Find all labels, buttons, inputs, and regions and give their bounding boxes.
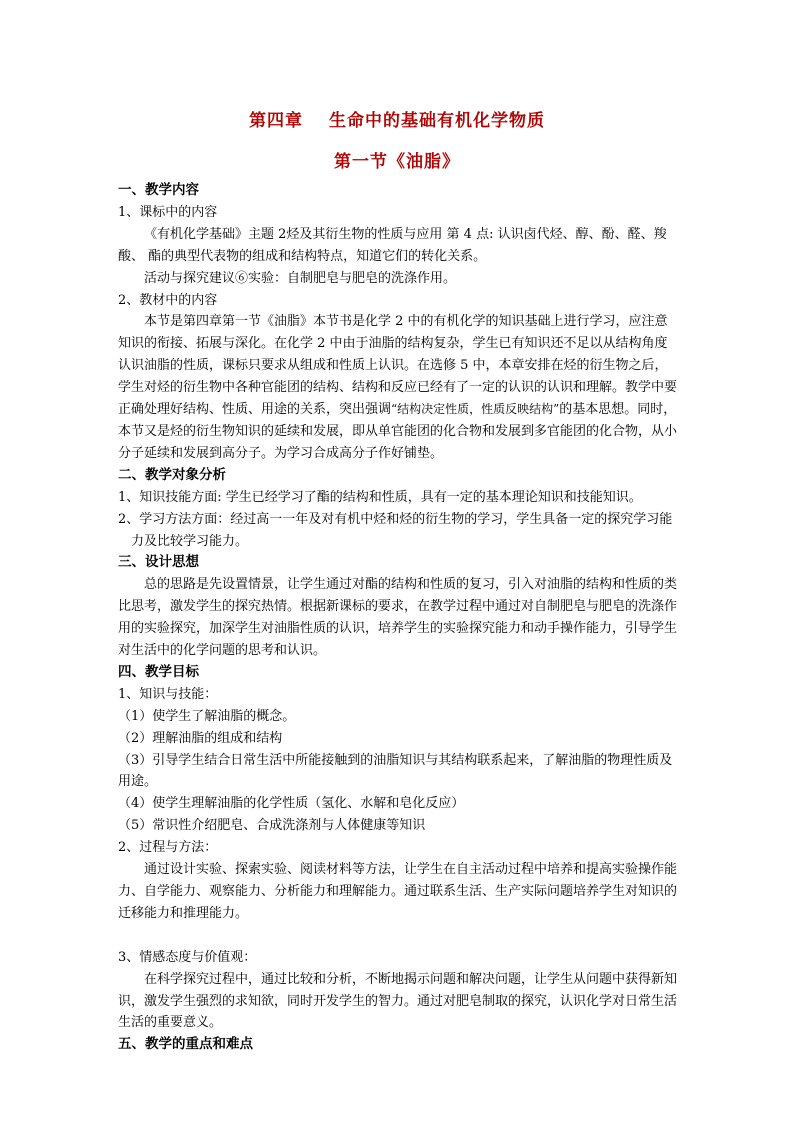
chapter-title	[0, 106, 794, 131]
paragraph-process-methods: 通过设计实验、探索实验、阅读材料等方法，让学生在自主活动过程中培养和提高实验操作能力、自学能力、观察能力、分析能力和理解能力。通过联系生活、生产实际问题培养学生对知识的迁移能力和推理能力。	[118, 862, 678, 921]
paragraph-learning-methods: 2、学习方法方面：经过高一一年及对有机中烃和烃的衍生物的学习，学生具备一定的探究学习能力及比较学习能力。	[118, 511, 673, 549]
goal-item-1: （1）使学生了解油脂的概念。	[118, 708, 296, 724]
subheading-curriculum: 1、课标中的内容	[118, 204, 218, 220]
heading-teaching-content: 一、教学内容	[118, 182, 199, 198]
subheading-attitudes-values: 3、情感态度与价值观：	[118, 949, 257, 965]
goal-item-2: （2）理解油脂的组成和结构	[118, 730, 283, 746]
goal-item-5: （5）常识性介绍肥皂、合成洗涤剂与人体健康等知识	[118, 818, 426, 834]
paragraph-knowledge-skills: 1、知识技能方面: 学生已经学习了酯的结构和性质，具有一定的基本理论知识和技能知识。	[118, 489, 642, 505]
section-title: 第一节《油脂》	[334, 152, 460, 172]
heading-design-idea: 三、设计思想	[118, 554, 199, 571]
paragraph-curriculum: 《有机化学基础》主题 2烃及其衍生物的性质与应用 第 4 点: 认识卤代烃、醇、酚、醛、羧酸、 酯的典型代表物的组成和结构特点，知道它们的转化关系。	[118, 226, 667, 264]
paragraph-design-idea: 总的思路是先设置情景，让学生通过对酯的结构和性质的复习，引入对油脂的结构和性质的类比思考，激发学生的探究热情。根据新课标的要求，在教学过程中通过对自制肥皂与肥皂的洗涤作用的实验探究，加深学生对油脂性质的认识，培养学生的实验探究能力和动手操作能力，引导学生对生活中的化学问题的思考和认识。	[118, 577, 678, 659]
subheading-knowledge-skills: 1、知识与技能：	[118, 686, 218, 702]
blank-line	[118, 925, 678, 947]
paragraph-attitudes-values: 在科学探究过程中，通过比较和分析，不断地揭示问题和解决问题，让学生从问题中获得新知识，激发学生强烈的求知欲，同时开发学生的智力。通过对肥皂制取的探究，认识化学对日常生活生活的重要意义。	[118, 971, 678, 1031]
textbook-text-b: 的基本思想。同时，本节又是烃的衍生物知识的延续和发展，即从单官能团的化合物和发展到多官能团的化合物，从小分子延续和发展到高分子。为学习合成高分子作好铺垫。	[118, 402, 678, 461]
goal-item-4: （4）使学生理解油脂的化学性质（氢化、水解和皂化反应）	[118, 796, 465, 812]
chapter-name: 生命中的基础有机化学物质	[329, 111, 545, 131]
subheading-process-methods: 2、过程与方法：	[118, 840, 218, 856]
subheading-textbook: 2、教材中的内容	[118, 292, 218, 308]
heading-student-analysis: 二、教学对象分析	[118, 466, 226, 483]
goal-item-3: （3）引导学生结合日常生活中所能接触到的油脂知识与其结构联系起来，了解油脂的物理性质及用途。	[118, 752, 673, 790]
paragraph-activity: 活动与探究建议⑥实验：自制肥皂与肥皂的洗涤作用。	[144, 270, 457, 286]
heading-teaching-goals: 四、教学目标	[118, 663, 199, 680]
chapter-number: 第四章	[249, 111, 303, 131]
textbook-text-a: 本节是第四章第一节《油脂》本节书是化学 2 中的有机化学的知识基础上进行学习，应注意知识的衔接、拓展与深化。在化学 2 中由于油脂的结构复杂，学生已有知识还不足以从结构角度认识油脂的性质，课标只要求从组成和性质上认识。在选修 5 中，本章安排在烃的衍生物之后，学生对烃的衍生物中各种官能团的结构、结构和反应已经有了一定的认识的认识和理解。教学中要正确处理好结构、性质、用途的关系，突出强调	[118, 314, 678, 418]
document-body	[118, 180, 678, 1056]
paragraph-textbook	[118, 311, 678, 464]
textbook-emphasis: “结构决定性质，性质反映结构”	[391, 402, 560, 417]
heading-key-points: 五、教学的重点和难点	[118, 1036, 253, 1053]
